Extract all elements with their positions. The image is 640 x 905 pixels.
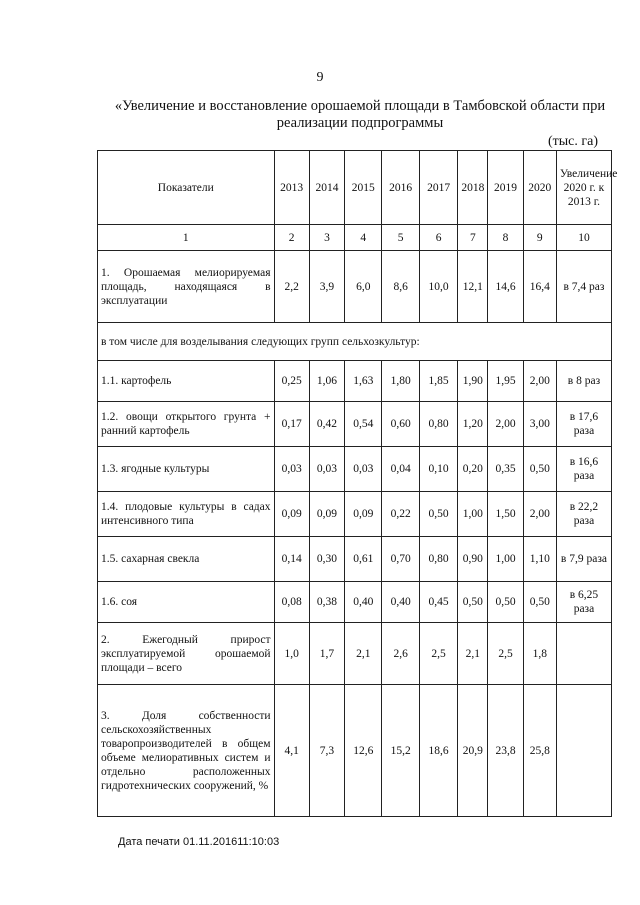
cell-value: 2,1 <box>345 623 382 685</box>
header-row <box>98 151 612 225</box>
cell-value: 0,30 <box>309 537 344 582</box>
cell-value: 12,6 <box>345 685 382 817</box>
row-label: 1.1. картофель <box>98 361 275 402</box>
row-label: 1.3. ягодные культуры <box>98 447 275 492</box>
increase-cell: в 6,25 раза <box>556 582 611 623</box>
cell-value: 0,80 <box>419 537 457 582</box>
subheader: в том числе для возделывания следующих групп сельхозкультур: <box>98 323 612 361</box>
row-label: 1.4. плодовые культуры в садах интенсивного типа <box>98 492 275 537</box>
cell-value: 0,50 <box>488 582 523 623</box>
increase-cell: в 8 раз <box>556 361 611 402</box>
header-year: 2019 <box>488 151 523 225</box>
cell-value: 0,35 <box>488 447 523 492</box>
cell-value: 1,50 <box>488 492 523 537</box>
column-number: 8 <box>488 225 523 251</box>
header-year: 2016 <box>382 151 419 225</box>
column-number: 6 <box>419 225 457 251</box>
cell-value: 0,60 <box>382 402 419 447</box>
cell-value: 1,06 <box>309 361 344 402</box>
cell-value: 0,09 <box>274 492 309 537</box>
cell-value: 0,25 <box>274 361 309 402</box>
cell-value: 1,0 <box>274 623 309 685</box>
header-year: 2017 <box>419 151 457 225</box>
cell-value: 0,40 <box>382 582 419 623</box>
cell-value: 0,42 <box>309 402 344 447</box>
cell-value: 0,50 <box>523 447 556 492</box>
cell-value: 0,22 <box>382 492 419 537</box>
header-year: 2015 <box>345 151 382 225</box>
cell-value: 0,50 <box>523 582 556 623</box>
increase-cell <box>556 623 611 685</box>
table-row <box>98 537 612 582</box>
cell-value: 1,85 <box>419 361 457 402</box>
cell-value: 0,45 <box>419 582 457 623</box>
cell-value: 1,8 <box>523 623 556 685</box>
row-label: 1.2. овощи открытого грунта + ранний картофель <box>98 402 275 447</box>
cell-value: 1,80 <box>382 361 419 402</box>
header-year: 2014 <box>309 151 344 225</box>
header-year: 2020 <box>523 151 556 225</box>
cell-value: 0,08 <box>274 582 309 623</box>
cell-value: 0,10 <box>419 447 457 492</box>
cell-value: 1,7 <box>309 623 344 685</box>
column-number: 2 <box>274 225 309 251</box>
table-row <box>98 623 612 685</box>
column-number: 10 <box>556 225 611 251</box>
row-label: 1.5. сахарная свекла <box>98 537 275 582</box>
row-label: 1.6. соя <box>98 582 275 623</box>
cell-value: 0,50 <box>458 582 488 623</box>
cell-value: 14,6 <box>488 251 523 323</box>
irrigation-table <box>97 150 618 817</box>
cell-value: 10,0 <box>419 251 457 323</box>
increase-cell: в 22,2 раза <box>556 492 611 537</box>
cell-value: 0,40 <box>345 582 382 623</box>
table-row <box>98 402 612 447</box>
column-number: 4 <box>345 225 382 251</box>
cell-value: 0,54 <box>345 402 382 447</box>
cell-value: 2,5 <box>419 623 457 685</box>
cell-value: 1,10 <box>523 537 556 582</box>
cell-value: 0,38 <box>309 582 344 623</box>
table-row <box>98 447 612 492</box>
increase-cell <box>556 685 611 817</box>
column-number: 1 <box>98 225 275 251</box>
subheader-row <box>98 323 612 361</box>
increase-cell: в 7,9 раза <box>556 537 611 582</box>
cell-value: 0,70 <box>382 537 419 582</box>
table-row <box>98 361 612 402</box>
document-title: «Увеличение и восстановление орошаемой площади в Тамбовской области при реализации подпрограммы <box>114 98 606 131</box>
cell-value: 0,90 <box>458 537 488 582</box>
cell-value: 2,00 <box>523 361 556 402</box>
cell-value: 2,00 <box>488 402 523 447</box>
cell-value: 3,00 <box>523 402 556 447</box>
cell-value: 0,20 <box>458 447 488 492</box>
cell-value: 0,61 <box>345 537 382 582</box>
cell-value: 0,17 <box>274 402 309 447</box>
cell-value: 0,03 <box>309 447 344 492</box>
cell-value: 2,1 <box>458 623 488 685</box>
cell-value: 0,09 <box>309 492 344 537</box>
cell-value: 1,00 <box>458 492 488 537</box>
print-date-footer: Дата печати 01.11.201611:10:03 <box>118 836 280 848</box>
increase-cell: в 16,6 раза <box>556 447 611 492</box>
header-increase: Увеличение 2020 г. к 2013 г. <box>556 151 611 225</box>
unit-label: (тыс. га) <box>548 134 599 149</box>
cell-value: 8,6 <box>382 251 419 323</box>
cell-value: 6,0 <box>345 251 382 323</box>
cell-value: 1,63 <box>345 361 382 402</box>
cell-value: 23,8 <box>488 685 523 817</box>
cell-value: 1,00 <box>488 537 523 582</box>
cell-value: 2,2 <box>274 251 309 323</box>
cell-value: 7,3 <box>309 685 344 817</box>
column-number: 3 <box>309 225 344 251</box>
cell-value: 20,9 <box>458 685 488 817</box>
table-row <box>98 582 612 623</box>
page-number: 9 <box>316 70 324 85</box>
cell-value: 0,50 <box>419 492 457 537</box>
column-number: 7 <box>458 225 488 251</box>
row-label: 2. Ежегодный прирост эксплуатируемой орошаемой площади – всего <box>98 623 275 685</box>
cell-value: 0,03 <box>274 447 309 492</box>
increase-cell: в 17,6 раза <box>556 402 611 447</box>
cell-value: 0,04 <box>382 447 419 492</box>
cell-value: 0,80 <box>419 402 457 447</box>
increase-cell: в 7,4 раз <box>556 251 611 323</box>
row-label: 1. Орошаемая мелиорируемая площадь, находящаяся в эксплуатации <box>98 251 275 323</box>
cell-value: 4,1 <box>274 685 309 817</box>
column-number: 9 <box>523 225 556 251</box>
cell-value: 3,9 <box>309 251 344 323</box>
cell-value: 1,90 <box>458 361 488 402</box>
column-number-row <box>98 225 612 251</box>
cell-value: 18,6 <box>419 685 457 817</box>
header-indicators: Показатели <box>98 151 275 225</box>
table-row <box>98 251 612 323</box>
column-number: 5 <box>382 225 419 251</box>
cell-value: 1,20 <box>458 402 488 447</box>
cell-value: 12,1 <box>458 251 488 323</box>
cell-value: 25,8 <box>523 685 556 817</box>
cell-value: 0,09 <box>345 492 382 537</box>
header-year: 2018 <box>458 151 488 225</box>
cell-value: 2,6 <box>382 623 419 685</box>
cell-value: 16,4 <box>523 251 556 323</box>
cell-value: 0,03 <box>345 447 382 492</box>
row-label: 3. Доля собственности сельскохозяйственных товаропроизводителей в общем объеме мелиоративных систем и отдельно расположенных гидротехнических сооружений, % <box>98 685 275 817</box>
cell-value: 1,95 <box>488 361 523 402</box>
cell-value: 2,00 <box>523 492 556 537</box>
cell-value: 2,5 <box>488 623 523 685</box>
cell-value: 0,14 <box>274 537 309 582</box>
header-year: 2013 <box>274 151 309 225</box>
table-row <box>98 685 612 817</box>
cell-value: 15,2 <box>382 685 419 817</box>
table-row <box>98 492 612 537</box>
